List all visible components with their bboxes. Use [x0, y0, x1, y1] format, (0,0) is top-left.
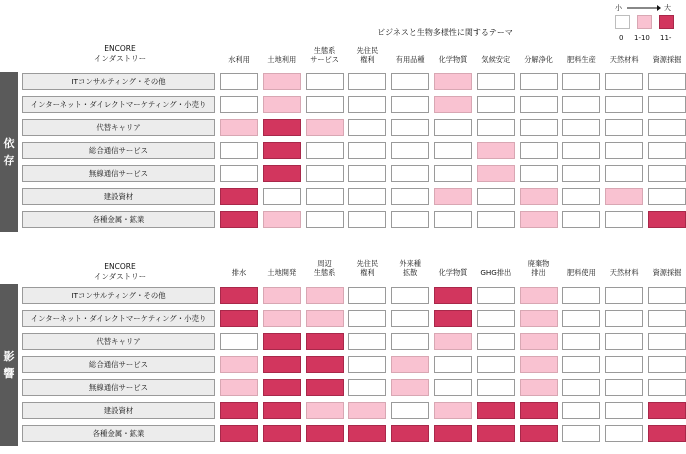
- matrix-cell: [348, 425, 386, 442]
- matrix-cell: [477, 425, 515, 442]
- legend-swatch-0: [615, 15, 630, 29]
- matrix-cell: [605, 402, 643, 419]
- matrix-cell: [263, 402, 301, 419]
- matrix-cell: [434, 356, 472, 373]
- matrix-cell: [348, 310, 386, 327]
- column-header: 外来種 拡散: [399, 259, 421, 277]
- side-char: 依: [3, 137, 15, 150]
- column-header: 水利用: [228, 55, 250, 64]
- matrix-cell: [434, 96, 472, 113]
- matrix-cell: [562, 142, 600, 159]
- matrix-cell: [220, 211, 258, 228]
- matrix-cell: [391, 142, 429, 159]
- matrix-cell: [306, 425, 344, 442]
- legend-small-label: 小: [615, 4, 622, 12]
- matrix-cell: [605, 165, 643, 182]
- matrix-cell: [477, 188, 515, 205]
- matrix-cell: [348, 333, 386, 350]
- matrix-cell: [306, 119, 344, 136]
- column-header: 土地開発: [267, 268, 297, 277]
- matrix-cell: [605, 310, 643, 327]
- column-header: GHG排出: [480, 268, 512, 277]
- matrix-cell: [477, 287, 515, 304]
- industry-row-label: 代替キャリア: [22, 119, 215, 136]
- matrix-cell: [306, 402, 344, 419]
- matrix-cell: [263, 211, 301, 228]
- matrix-cell: [391, 211, 429, 228]
- matrix-cell: [605, 356, 643, 373]
- matrix-cell: [434, 211, 472, 228]
- matrix-cell: [348, 142, 386, 159]
- industry-row-label: 総合通信サービス: [22, 356, 215, 373]
- legend-swatch-1: [637, 15, 652, 29]
- matrix-cell: [648, 425, 686, 442]
- industry-row-label: 建設資材: [22, 188, 215, 205]
- matrix-cell: [648, 356, 686, 373]
- industry-row-label: ITコンサルティング・その他: [22, 287, 215, 304]
- matrix-cell: [220, 96, 258, 113]
- matrix-cell: [348, 165, 386, 182]
- matrix-cell: [562, 188, 600, 205]
- matrix-cell: [391, 402, 429, 419]
- matrix-cell: [263, 188, 301, 205]
- matrix-cell: [520, 333, 558, 350]
- matrix-cell: [605, 96, 643, 113]
- column-header: 有用品種: [395, 55, 425, 64]
- matrix-cell: [520, 119, 558, 136]
- matrix-cell: [477, 402, 515, 419]
- side-char: 響: [3, 367, 15, 380]
- theme-title: ビジネスと生物多様性に関するテーマ: [377, 28, 513, 37]
- industry-row-label: 各種金属・鉱業: [22, 425, 215, 442]
- matrix-cell: [348, 402, 386, 419]
- matrix-cell: [605, 119, 643, 136]
- matrix-cell: [306, 165, 344, 182]
- matrix-cell: [434, 287, 472, 304]
- matrix-cell: [477, 142, 515, 159]
- matrix-cell: [348, 356, 386, 373]
- matrix-cell: [434, 165, 472, 182]
- matrix-cell: [434, 310, 472, 327]
- matrix-cell: [605, 73, 643, 90]
- matrix-cell: [434, 379, 472, 396]
- matrix-cell: [220, 142, 258, 159]
- matrix-cell: [520, 287, 558, 304]
- column-header: 先住民 権利: [356, 259, 379, 277]
- matrix-cell: [220, 356, 258, 373]
- matrix-cell: [306, 188, 344, 205]
- column-header: 肥料生産: [567, 55, 596, 64]
- matrix-cell: [306, 379, 344, 396]
- matrix-cell: [306, 142, 344, 159]
- matrix-cell: [348, 211, 386, 228]
- matrix-cell: [648, 142, 686, 159]
- matrix-cell: [391, 165, 429, 182]
- dependency-industry-header: [85, 44, 155, 64]
- matrix-cell: [562, 379, 600, 396]
- matrix-cell: [648, 287, 686, 304]
- matrix-cell: [220, 73, 258, 90]
- matrix-cell: [263, 73, 301, 90]
- matrix-cell: [562, 402, 600, 419]
- matrix-cell: [520, 142, 558, 159]
- matrix-cell: [306, 73, 344, 90]
- matrix-cell: [263, 119, 301, 136]
- matrix-cell: [391, 287, 429, 304]
- matrix-cell: [220, 188, 258, 205]
- matrix-cell: [477, 333, 515, 350]
- matrix-cell: [648, 188, 686, 205]
- matrix-cell: [220, 119, 258, 136]
- matrix-cell: [648, 379, 686, 396]
- matrix-cell: [391, 188, 429, 205]
- dependency-side-label: [0, 72, 18, 232]
- industry-header-line-1: ENCORE: [104, 44, 136, 53]
- matrix-cell: [220, 287, 258, 304]
- matrix-cell: [477, 356, 515, 373]
- column-header: 肥料使用: [567, 268, 596, 277]
- matrix-cell: [348, 188, 386, 205]
- matrix-cell: [520, 73, 558, 90]
- legend-arrow-icon: [627, 4, 661, 12]
- matrix-cell: [477, 310, 515, 327]
- matrix-cell: [220, 425, 258, 442]
- matrix-cell: [605, 379, 643, 396]
- industry-row-label: ITコンサルティング・その他: [22, 73, 215, 90]
- matrix-cell: [220, 402, 258, 419]
- matrix-cell: [520, 211, 558, 228]
- impact-industry-header: [85, 262, 155, 282]
- legend-large-label: 大: [664, 4, 671, 12]
- matrix-cell: [562, 119, 600, 136]
- column-header: 天然材料: [609, 55, 639, 64]
- matrix-cell: [605, 211, 643, 228]
- column-header: 周辺 生態系: [313, 259, 336, 277]
- matrix-cell: [605, 333, 643, 350]
- matrix-cell: [648, 402, 686, 419]
- industry-row-label: 建設資材: [22, 402, 215, 419]
- matrix-cell: [562, 211, 600, 228]
- matrix-cell: [434, 119, 472, 136]
- matrix-cell: [391, 333, 429, 350]
- matrix-cell: [434, 142, 472, 159]
- matrix-cell: [263, 379, 301, 396]
- matrix-cell: [263, 333, 301, 350]
- matrix-cell: [263, 287, 301, 304]
- matrix-cell: [306, 96, 344, 113]
- matrix-cell: [477, 96, 515, 113]
- matrix-cell: [434, 425, 472, 442]
- matrix-cell: [263, 356, 301, 373]
- column-header: 天然材料: [609, 268, 639, 277]
- column-header: 資源採掘: [652, 55, 682, 64]
- matrix-cell: [348, 73, 386, 90]
- matrix-cell: [306, 310, 344, 327]
- matrix-cell: [520, 188, 558, 205]
- matrix-cell: [434, 73, 472, 90]
- matrix-cell: [391, 119, 429, 136]
- industry-row-label: 各種金属・鉱業: [22, 211, 215, 228]
- matrix-cell: [520, 402, 558, 419]
- industry-row-label: 無線通信サービス: [22, 165, 215, 182]
- matrix-cell: [220, 379, 258, 396]
- matrix-cell: [562, 425, 600, 442]
- matrix-cell: [520, 425, 558, 442]
- matrix-cell: [605, 425, 643, 442]
- matrix-cell: [562, 96, 600, 113]
- matrix-cell: [263, 142, 301, 159]
- industry-header-line-1: ENCORE: [104, 262, 136, 271]
- matrix-cell: [520, 379, 558, 396]
- matrix-cell: [520, 310, 558, 327]
- legend-label-0: 0: [619, 34, 624, 42]
- column-header: 生態系 サービス: [310, 46, 339, 64]
- matrix-cell: [306, 333, 344, 350]
- side-char: 影: [3, 350, 15, 363]
- industry-header-line-2: インダストリー: [93, 272, 147, 281]
- matrix-cell: [220, 165, 258, 182]
- matrix-cell: [648, 310, 686, 327]
- side-char: 存: [3, 154, 15, 167]
- matrix-cell: [562, 310, 600, 327]
- matrix-cell: [306, 287, 344, 304]
- matrix-cell: [477, 73, 515, 90]
- matrix-cell: [391, 73, 429, 90]
- matrix-cell: [477, 165, 515, 182]
- matrix-cell: [348, 379, 386, 396]
- matrix-cell: [477, 211, 515, 228]
- column-header: 先住民 権利: [356, 46, 379, 64]
- impact-side-label: [0, 284, 18, 446]
- legend-label-2: 11-: [660, 34, 672, 42]
- matrix-cell: [605, 142, 643, 159]
- matrix-cell: [348, 96, 386, 113]
- matrix-cell: [434, 188, 472, 205]
- matrix-cell: [477, 379, 515, 396]
- matrix-cell: [605, 188, 643, 205]
- matrix-cell: [263, 310, 301, 327]
- matrix-cell: [220, 333, 258, 350]
- column-header: 化学物質: [438, 268, 468, 277]
- matrix-cell: [562, 333, 600, 350]
- industry-header-line-2: インダストリー: [93, 54, 147, 63]
- matrix-cell: [648, 96, 686, 113]
- matrix-cell: [391, 425, 429, 442]
- column-header: 土地利用: [267, 55, 297, 64]
- industry-row-label: 総合通信サービス: [22, 142, 215, 159]
- matrix-cell: [391, 356, 429, 373]
- matrix-cell: [348, 119, 386, 136]
- matrix-cell: [648, 73, 686, 90]
- matrix-cell: [648, 165, 686, 182]
- industry-row-label: インターネット・ダイレクトマーケティング・小売り: [22, 310, 215, 327]
- matrix-cell: [391, 96, 429, 113]
- matrix-cell: [434, 333, 472, 350]
- matrix-cell: [263, 425, 301, 442]
- column-header: 排水: [231, 268, 247, 277]
- matrix-cell: [520, 96, 558, 113]
- matrix-cell: [263, 165, 301, 182]
- matrix-cell: [434, 402, 472, 419]
- matrix-cell: [648, 119, 686, 136]
- matrix-cell: [220, 310, 258, 327]
- column-header: 分解浄化: [524, 55, 553, 64]
- matrix-cell: [348, 287, 386, 304]
- matrix-cell: [391, 379, 429, 396]
- matrix-cell: [391, 310, 429, 327]
- matrix-cell: [562, 356, 600, 373]
- legend-swatch-2: [659, 15, 674, 29]
- matrix-cell: [306, 356, 344, 373]
- matrix-cell: [648, 333, 686, 350]
- matrix-cell: [263, 96, 301, 113]
- column-header: 化学物質: [438, 55, 468, 64]
- industry-row-label: インターネット・ダイレクトマーケティング・小売り: [22, 96, 215, 113]
- matrix-cell: [477, 119, 515, 136]
- matrix-cell: [520, 356, 558, 373]
- matrix-cell: [562, 287, 600, 304]
- industry-row-label: 無線通信サービス: [22, 379, 215, 396]
- column-header: 資源採掘: [652, 268, 682, 277]
- matrix-cell: [562, 73, 600, 90]
- industry-row-label: 代替キャリア: [22, 333, 215, 350]
- column-header: 気候安定: [481, 55, 511, 64]
- matrix-cell: [605, 287, 643, 304]
- column-header: 廃棄物 排出: [527, 259, 550, 277]
- matrix-cell: [520, 165, 558, 182]
- matrix-cell: [306, 211, 344, 228]
- matrix-cell: [648, 211, 686, 228]
- legend-label-1: 1-10: [634, 34, 650, 42]
- matrix-cell: [562, 165, 600, 182]
